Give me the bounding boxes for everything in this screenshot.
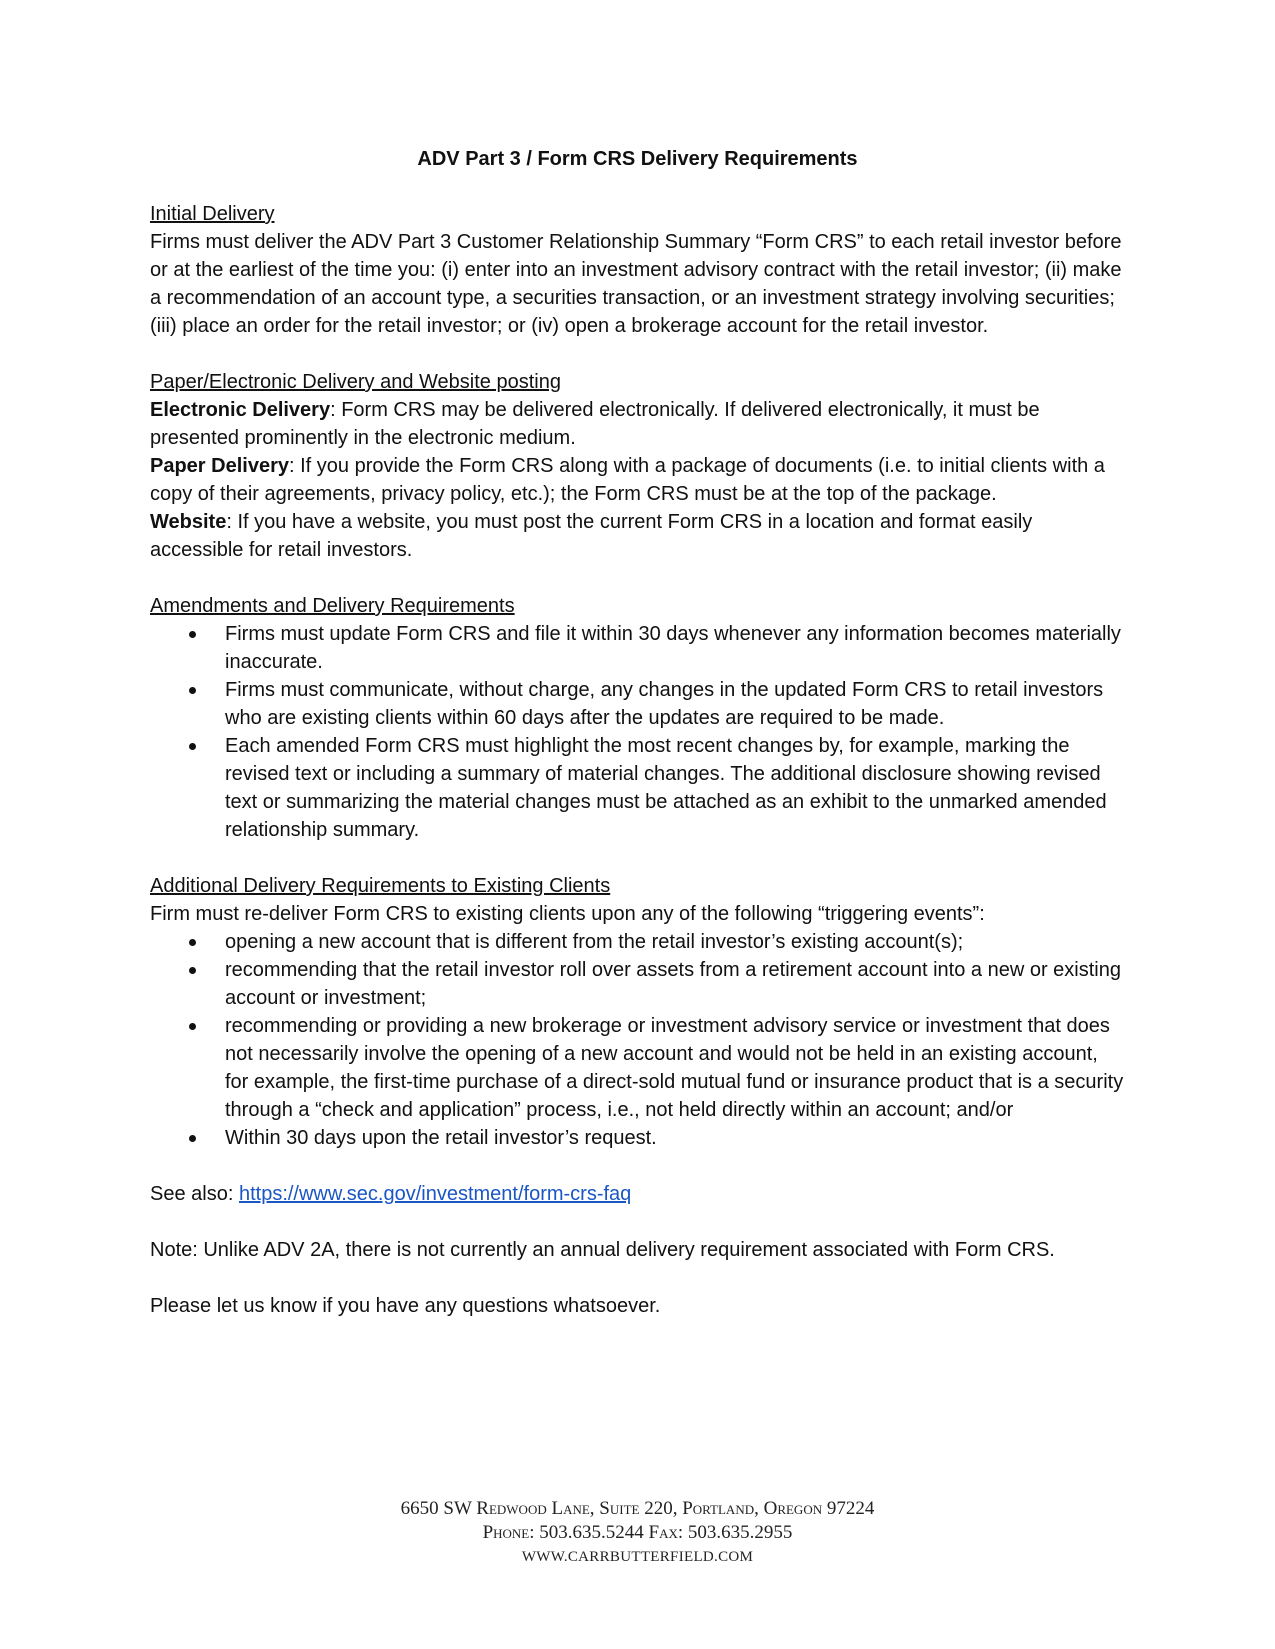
list-item-text: opening a new account that is different from the retail investor’s existing account(s);	[225, 931, 964, 953]
sec-faq-link[interactable]: https://www.sec.gov/investment/form-crs-faq	[238, 1183, 632, 1205]
footer-address: 6650 SW Redwood Lane, Suite 220, Portland, Oregon 97224	[400, 1498, 875, 1519]
initial-delivery-heading: Initial Delivery	[150, 203, 275, 225]
website-label: Website	[150, 511, 227, 533]
bullet-icon	[189, 1023, 196, 1030]
bullet-icon	[189, 631, 196, 638]
footer-website: WWW.CARRBUTTERFIELD.COM	[521, 1549, 754, 1565]
website-paragraph	[150, 508, 1125, 564]
list-item-text: recommending that the retail investor roll over assets from a retirement account into a new or existing account or investment;	[225, 959, 1121, 1009]
document-title: ADV Part 3 / Form CRS Delivery Requirements	[417, 148, 858, 170]
electronic-delivery-label: Electronic Delivery	[150, 399, 331, 421]
list-item	[225, 928, 1125, 956]
additional-delivery-intro: Firm must re-deliver Form CRS to existing clients upon any of the following “triggering events”:	[150, 903, 985, 925]
footer-phone-fax: Phone: 503.635.5244 Fax: 503.635.2955	[482, 1522, 793, 1543]
list-item	[225, 1012, 1125, 1124]
footer	[0, 1497, 1275, 1569]
bullet-icon	[189, 967, 196, 974]
paper-delivery-label: Paper Delivery	[150, 455, 289, 477]
electronic-delivery-paragraph	[150, 396, 1125, 452]
bullet-icon	[189, 939, 196, 946]
bullet-icon	[189, 1135, 196, 1142]
additional-delivery-section	[150, 872, 1125, 1152]
amendments-list	[150, 620, 1125, 844]
list-item-text: recommending or providing a new brokerage or investment advisory service or investment that does not necessarily involve the opening of a new account and would not be held in an existing account, for example, the first-time purchase of a direct-sold mutual fund or insurance product that is a security through a “check and application” process, i.e., not held directly within an account; and/or	[225, 1015, 1124, 1121]
list-item-text: Firms must communicate, without charge, any changes in the updated Form CRS to retail investors who are existing clients within 60 days after the updates are required to be made.	[225, 679, 1104, 729]
initial-delivery-section	[150, 200, 1125, 340]
paper-delivery-paragraph	[150, 452, 1125, 508]
paper-electronic-heading: Paper/Electronic Delivery and Website posting	[150, 371, 561, 393]
see-also-line	[150, 1180, 1125, 1208]
closing-text: Please let us know if you have any questions whatsoever.	[150, 1295, 661, 1317]
list-item	[225, 732, 1125, 844]
see-also-label: See also:	[150, 1183, 239, 1205]
initial-delivery-text: Firms must deliver the ADV Part 3 Customer Relationship Summary “Form CRS” to each retail investor before or at the earliest of the time you: (i) enter into an investment advisory contract with the retail investor; (ii) make a recommendation of an account type, a securities transaction, or an investment strategy involving securities; (iii) place an order for the retail investor; or (iv) open a brokerage account for the retail investor.	[150, 231, 1122, 337]
list-item	[225, 956, 1125, 1012]
bullet-icon	[189, 743, 196, 750]
list-item-text: Each amended Form CRS must highlight the most recent changes by, for example, marking the revised text or including a summary of material changes. The additional disclosure showing revised text or summarizing the material changes must be attached as an exhibit to the unmarked amended relationship summary.	[225, 735, 1107, 841]
amendments-heading: Amendments and Delivery Requirements	[150, 595, 515, 617]
triggering-events-list	[150, 928, 1125, 1152]
list-item	[225, 1124, 1125, 1152]
website-text: : If you have a website, you must post the current Form CRS in a location and format easily accessible for retail investors.	[150, 511, 1033, 561]
list-item-text: Firms must update Form CRS and file it within 30 days whenever any information becomes materially inaccurate.	[225, 623, 1121, 673]
additional-delivery-heading: Additional Delivery Requirements to Existing Clients	[150, 875, 611, 897]
list-item	[225, 676, 1125, 732]
bullet-icon	[189, 687, 196, 694]
amendments-section	[150, 592, 1125, 844]
list-item	[225, 620, 1125, 676]
document-body	[150, 145, 1125, 1320]
list-item-text: Within 30 days upon the retail investor’s request.	[225, 1127, 657, 1149]
electronic-delivery-text: : Form CRS may be delivered electronically. If delivered electronically, it must be presented prominently in the electronic medium.	[150, 399, 1040, 449]
note-text: Note: Unlike ADV 2A, there is not currently an annual delivery requirement associated with Form CRS.	[150, 1239, 1055, 1261]
paper-electronic-section	[150, 368, 1125, 564]
paper-delivery-text: : If you provide the Form CRS along with a package of documents (i.e. to initial clients with a copy of their agreements, privacy policy, etc.); the Form CRS must be at the top of the package.	[150, 455, 1105, 505]
